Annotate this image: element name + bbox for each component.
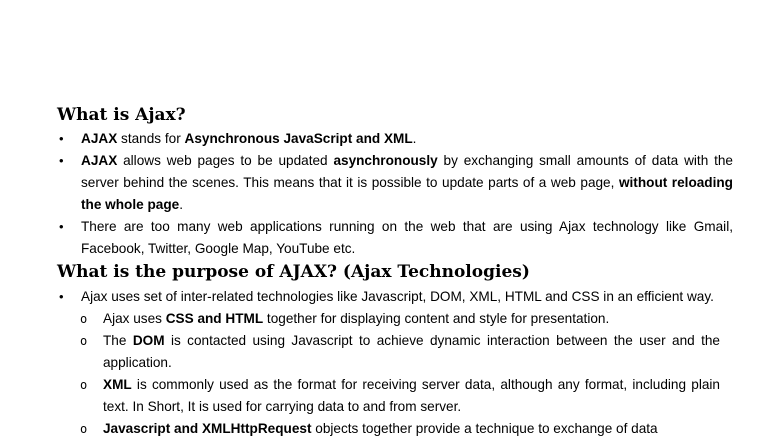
body-text: . [412,131,417,146]
sub-list-item [0,308,720,330]
section-heading-purpose-of-ajax: What is the purpose of AJAX? (Ajax Technologies) [57,262,530,282]
body-text: stands for [117,131,185,146]
body-text: allows web pages to be updated [117,153,334,168]
body-text: together for displaying content and style for presentation. [263,311,610,326]
body-text: by exchanging small amounts of data with the server behind the scenes. This means that it is possible to update parts of a web page, [81,153,733,190]
sub-list-item [0,374,720,418]
body-text: The [103,333,133,348]
body-text: is commonly used as the format for receiving server data, although any format, including plain text. In Short, It is used for carrying data to and from server. [103,377,720,414]
bold-text: AJAX [81,153,118,168]
section-heading-what-is-ajax: What is Ajax? [57,105,186,125]
body-text: . [179,197,183,212]
bold-text: XML [103,377,132,392]
bold-text: Javascript and XMLHttpRequest [103,421,312,436]
ajax-definition-list [0,128,784,260]
bold-text: without reloading the whole page [81,175,733,212]
bold-text: DOM [132,333,165,348]
body-text: is contacted using Javascript to achieve dynamic interaction between the user and the application. [103,333,720,370]
body-text: objects together provide a technique to exchange of data [311,421,658,436]
sub-list-item [0,418,720,440]
sub-list-container [0,308,784,440]
bold-text: Asynchronous JavaScript and XML [184,131,413,146]
body-text: Ajax uses [103,311,166,326]
bold-text: AJAX [81,131,118,146]
bold-text: asynchronously [333,153,438,168]
list-item [0,150,733,216]
bold-text: CSS and HTML [165,311,264,326]
body-text: Ajax uses set of inter-related technologies like Javascript, DOM, XML, HTML and CSS in an efficient way. [81,289,714,304]
list-item [0,216,733,260]
sub-list [0,308,784,440]
sub-list-item [0,330,720,374]
list-item [0,286,733,308]
ajax-technologies-list [0,286,784,440]
list-item [0,128,733,150]
body-text: There are too many web applications running on the web that are using Ajax technology like Gmail, Facebook, Twitter, Google Map, YouTube etc. [81,219,733,256]
